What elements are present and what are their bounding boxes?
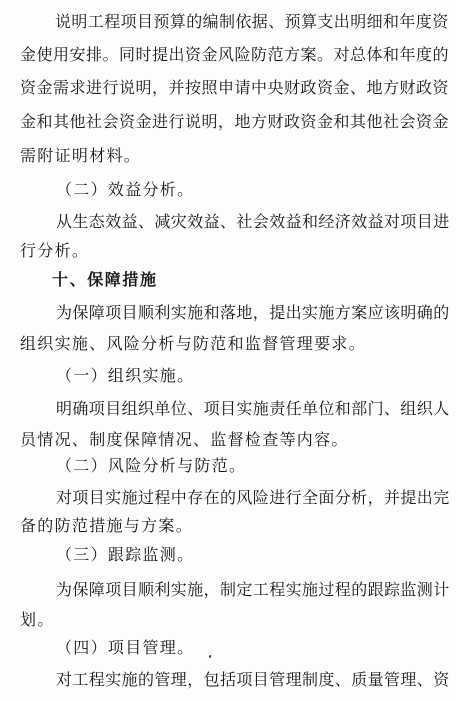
body-text-line: 金使用安排。同时提出资金风险防范方案。对总体和年度的	[20, 45, 450, 64]
body-text-line: 对工程实施的管理，包括项目管理制度、质量管理、资	[56, 670, 450, 689]
section-heading: 十、保障措施	[52, 270, 158, 289]
subsection-heading: （二）风险分析与防范。	[56, 456, 247, 475]
body-text-line: 对项目实施过程中存在的风险进行全面分析，并提出完	[56, 488, 450, 507]
body-text-line: 从生态效益、减灾效益、社会效益和经济效益对项目进	[56, 212, 450, 231]
subsection-heading: （二）效益分析。	[56, 180, 195, 199]
subsection-heading: （三）跟踪监测。	[56, 545, 195, 564]
subsection-heading: （四）项目管理。	[56, 638, 195, 657]
body-text-line: 资金需求进行说明，并按照申请中央财政资金、地方财政资	[20, 78, 450, 97]
body-text-line: 需附证明材料。	[20, 146, 142, 165]
body-text-line: 为保障项目顺利实施和落地，提出实施方案应该明确的	[56, 303, 450, 322]
body-text-line: 员情况、制度保障情况、监督检查等内容。	[20, 430, 349, 449]
body-text-line: 明确项目组织单位、项目实施责任单位和部门、组织人	[56, 399, 450, 418]
body-text-line: 组织实施、风险分析与防范和监督管理要求。	[20, 334, 367, 353]
subsection-heading: （一）组织实施。	[56, 366, 195, 385]
body-text-line: 说明工程项目预算的编制依据、预算支出明细和年度资	[55, 12, 449, 31]
scan-speck	[209, 655, 211, 658]
body-text-line: 划。	[20, 610, 55, 629]
body-text-line: 行分析。	[20, 241, 90, 260]
body-text-line: 备的防范措施与方案。	[20, 516, 194, 535]
body-text-line: 为保障项目顺利实施，制定工程实施过程的跟踪监测计	[56, 580, 450, 599]
body-text-line: 金和其他社会资金进行说明，地方财政资金和其他社会资金	[20, 112, 450, 131]
